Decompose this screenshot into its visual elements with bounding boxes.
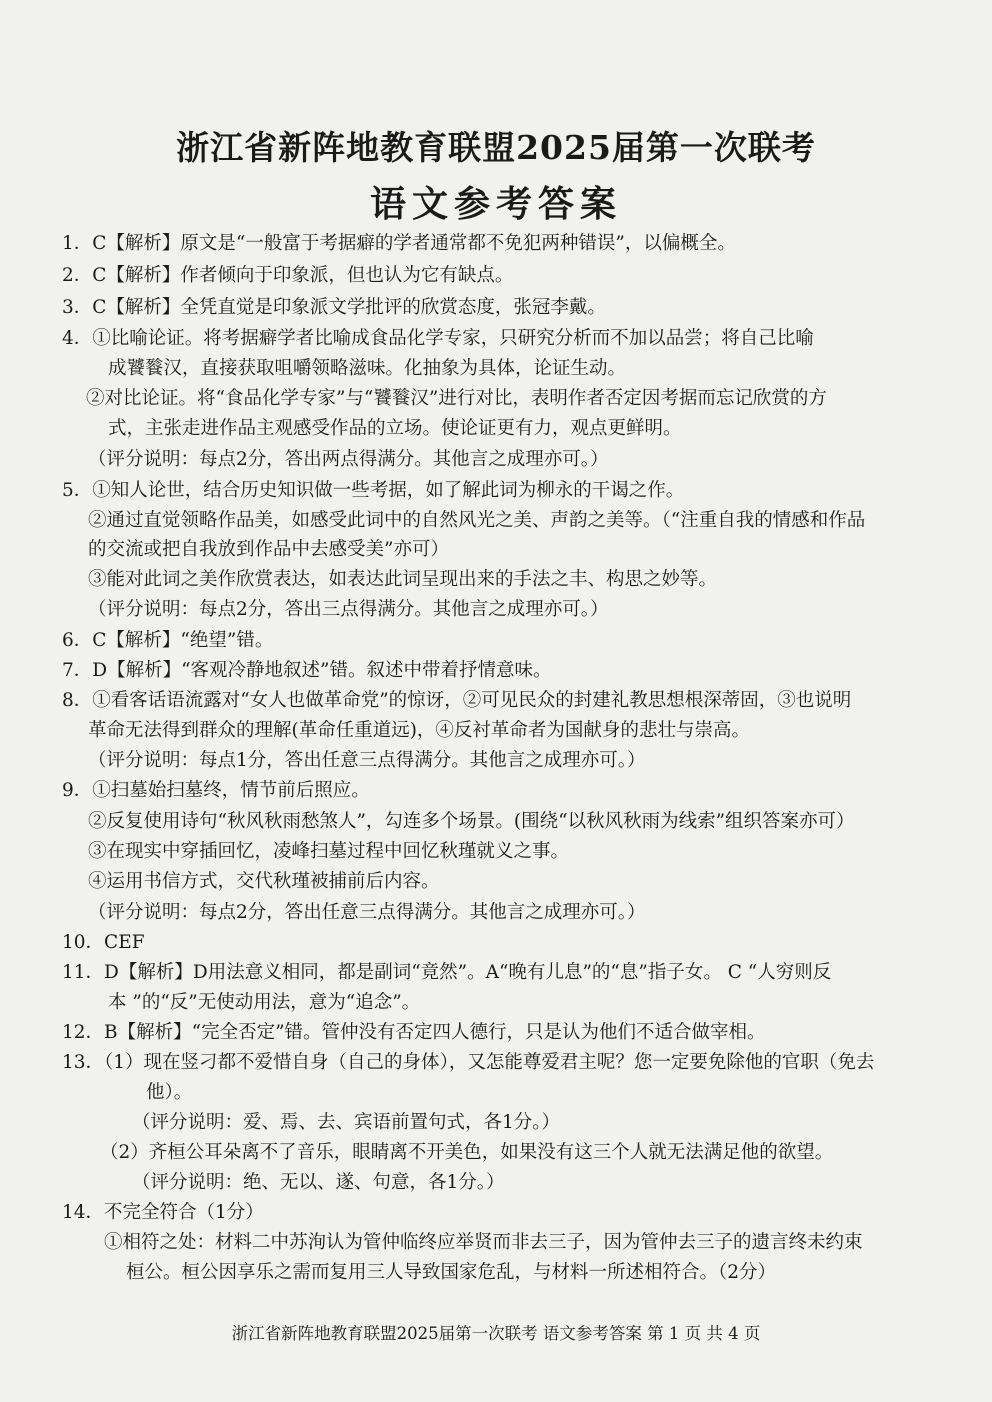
answer-line: （评分说明：每点2分，答出三点得满分。其他言之成理亦可。） — [88, 599, 609, 620]
answer-line: ②对比论证。将“食品化学专家”与“饕餮汉”进行对比，表明作者否定因考据而忘记欣赏的方 — [86, 388, 827, 409]
exam-title: 浙江省新阵地教育联盟2025届第一次联考 — [176, 128, 816, 167]
answer-line: 式，主张走进作品主观感受作品的立场。使论证更有力，观点更鲜明。 — [108, 418, 682, 439]
answer-line: 1．C【解析】原文是“一般富于考据癖的学者通常都不免犯两种错误”，以偏概全。 — [62, 233, 736, 254]
answer-line: 14．不完全符合（1分） — [62, 1202, 264, 1223]
answer-line: （评分说明：绝、无以、遂、句意，各1分。） — [132, 1172, 505, 1193]
answer-line: ④运用书信方式，交代秋瑾被捕前后内容。 — [88, 871, 440, 892]
page-footer: 浙江省新阵地教育联盟2025届第一次联考 语文参考答案 第 1 页 共 4 页 — [231, 1324, 761, 1343]
answer-line: （评分说明：每点1分，答出任意三点得满分。其他言之成理亦可。） — [88, 750, 646, 771]
answer-line: （评分说明：每点2分，答出两点得满分。其他言之成理亦可。） — [88, 449, 609, 470]
answer-line: （2）齐桓公耳朵离不了音乐，眼睛离不开美色，如果没有这三个人就无法满足他的欲望。 — [100, 1142, 834, 1163]
answer-line: 7．D【解析】“客观冷静地叙述”错。叙述中带着抒情意味。 — [62, 660, 552, 681]
answer-line: 8．①看客话语流露对“女人也做革命党”的惊讶，②可见民众的封建礼教思想根深蒂固，③也说明 — [62, 690, 852, 711]
answer-line: ①相符之处：材料二中苏洵认为管仲临终应举贤而非去三子，因为管仲去三子的遗言终未约束 — [104, 1232, 863, 1253]
answer-line: 4．①比喻论证。将考据癖学者比喻成食品化学专家，只研究分析而不加以品尝；将自己比喻 — [62, 328, 814, 349]
answer-line: 12．B【解析】“完全否定”错。管仲没有否定四人德行，只是认为他们不适合做宰相。 — [62, 1022, 766, 1043]
answer-line: 11．D【解析】D用法意义相同，都是副词“竟然”。A“晚有儿息”的“息”指子女。 C “人穷则反 — [62, 962, 832, 983]
answer-line: 13．（1）现在竖刁都不爱惜自身（自己的身体），又怎能尊爱君主呢？您一定要免除他的官职（免去 — [62, 1052, 875, 1073]
answer-line: 的交流或把自我放到作品中去感受美”亦可） — [88, 539, 449, 560]
answer-line: 9．①扫墓始扫墓终，情节前后照应。 — [62, 780, 370, 801]
answer-line: 6．C【解析】“绝望”错。 — [62, 630, 274, 651]
answer-line: 5．①知人论世，结合历史知识做一些考据，如了解此词为柳永的干谒之作。 — [62, 480, 685, 501]
answer-line: ②通过直觉领略作品美，如感受此词中的自然风光之美、声韵之美等。（“注重自我的情感和作品 — [88, 510, 866, 531]
answer-line: 桓公。桓公因享乐之需而复用三人导致国家危乱，与材料一所述相符合。（2分） — [126, 1262, 777, 1283]
answer-line: ③在现实中穿插回忆，凌峰扫墓过程中回忆秋瑾就义之事。 — [88, 841, 570, 862]
answer-line: 2．C【解析】作者倾向于印象派，但也认为它有缺点。 — [62, 265, 514, 286]
answer-line: 10．CEF — [62, 932, 145, 953]
answer-line: 3．C【解析】全凭直觉是印象派文学批评的欣赏态度，张冠李戴。 — [62, 297, 606, 318]
answer-line: 革命无法得到群众的理解(革命任重道远)，④反衬革命者为国献身的悲壮与崇高。 — [88, 720, 750, 741]
answer-line: 本 ”的“反”无使动用法，意为“追念”。 — [108, 992, 421, 1013]
answer-key-title: 语文参考答案 — [369, 183, 622, 225]
answer-line: （评分说明：每点2分，答出任意三点得满分。其他言之成理亦可。） — [88, 902, 646, 923]
answer-line: ③能对此词之美作欣赏表达，如表达此词呈现出来的手法之丰、构思之妙等。 — [88, 569, 718, 590]
answer-line: 他）。 — [146, 1082, 193, 1103]
answer-line: （评分说明：爱、焉、去、宾语前置句式，各1分。） — [132, 1112, 561, 1133]
answer-line: ②反复使用诗句“秋风秋雨愁煞人”，勾连多个场景。(围绕“以秋风秋雨为线索”组织答案亦可） — [88, 811, 855, 832]
answer-line: 成饕餮汉，直接获取咀嚼领略滋味。化抽象为具体，论证生动。 — [108, 358, 627, 379]
